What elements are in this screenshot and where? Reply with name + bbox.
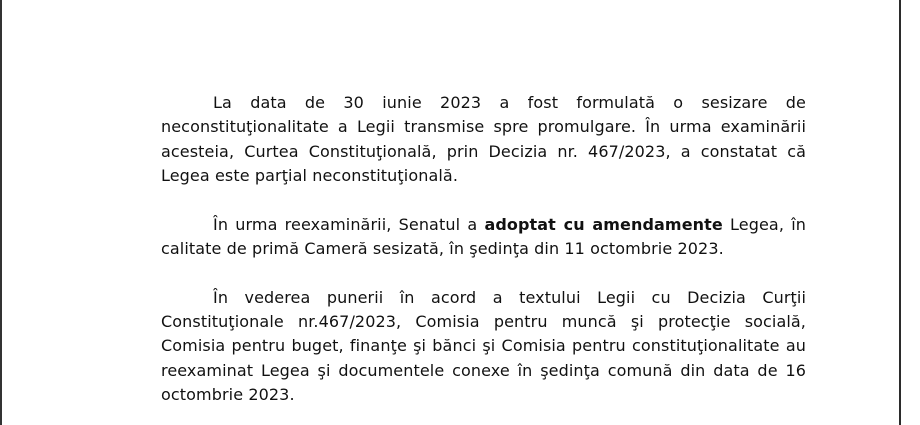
paragraph-senat xyxy=(161,213,806,262)
page-right-border xyxy=(899,0,901,425)
paragraph-comisii: În vederea punerii în acord a textului Legii cu Decizia Curţii Constituţionale nr.467/2023, Comisia pentru muncă şi protecţie socială, Comisia pentru buget, finanţe şi bănci şi Comisia pentru constituţionalitate au reexaminat Legea şi documentele conexe în şedinţa comună din data de 16 octombrie 2023. xyxy=(161,287,806,404)
page-left-border xyxy=(0,0,2,425)
paragraph-senat-text-start: În urma reexaminării, Senatul a xyxy=(213,214,485,234)
bold-adoptat-cu-amendamente: adoptat cu amendamente xyxy=(484,214,723,234)
document-body xyxy=(161,91,806,407)
paragraph-spacer xyxy=(161,261,806,286)
paragraph-senat-text-end: Legea, în calitate de primă Cameră sesizată, în şedinţa din 11 octombrie 2023. xyxy=(161,214,806,258)
paragraph-spacer xyxy=(161,188,806,213)
paragraph-sesizare: La data de 30 iunie 2023 a fost formulată o sesizare de neconstituţionalitate a Legii transmise spre promulgare. În urma examinării acesteia, Curtea Constituţională, prin Decizia nr. 467/2023, a constatat că Legea este parţial neconstituţională. xyxy=(161,93,806,185)
